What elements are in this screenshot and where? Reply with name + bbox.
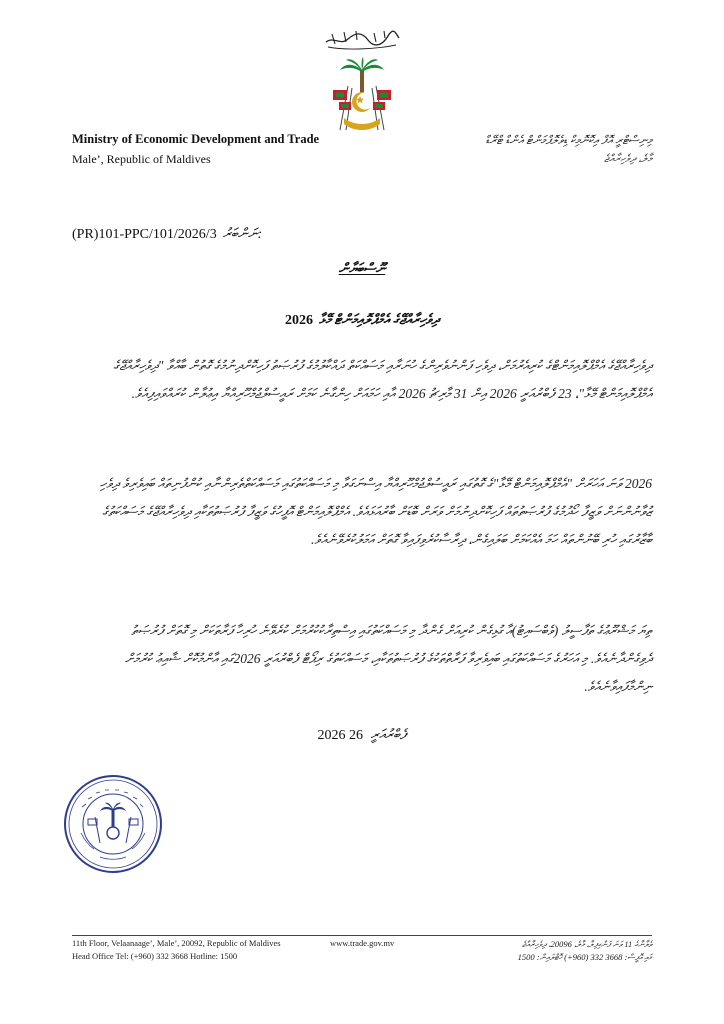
bismillah-calligraphy [322,26,402,52]
body-paragraph-2: 2026 ވަނަ އަހަރަށް "އެމްޕްލޮއިމަންޓް މޭޅާ"ގެ ގޮތުގައި ރައީސުލްޖުމްހޫރިއްޔާ އިސްނަގަވާ މި މަސައްކަތުގައި މަސައްކަތްތެރިންނާއި ކުންފުނިތައް ބައިވެރިވެ ދިވެހި ޒުވާނުންނަށް ވަޒީފާ ހޯދުމުގެ ފުރުޞަތުތައް ފަހިކޮށްދިނުމަށް ވަރަށް ބޮޑަށް ބާރުއަޅައެވެ. އެމްޕްލޮއިމަންޓް އޮފީހުގެ ވަޒީފާ ފުރުޞަތުތަކާއި ދިވެހިރާއްޖޭގެ މަސައްކަތުގެ ބާޒާރުގައި ހުރި ބޭނުންތައް ހަމަ އެއްކަމަށް ބަލައިގެން، ދިރާސާކުރެވިފައިވާ ގޮތަށް އަމަލުކުރެވޭނެއެވެ. [99,476,652,547]
footer-phone-dhivehi: މައި އޮފީސް: 3668 332 (960+) ހޮޓްލައިން: 1500 [517,952,652,962]
ministry-name-english: Ministry of Economic Development and Trade [72,132,320,146]
date-day: 26 [349,728,364,743]
reference-number-line [72,227,262,243]
reference-number: (PR)101-PPC/101/2026/3 [72,227,217,242]
body-paragraph-3: ތިޔަ މަޝްރޫޢުގެ ތަފާސީލު (ވެބްސައިޓު)އާ ގުޅިގެން ކުރިއަށް ގެންދާ މި މަސައްކަތުގައި އިސްތިރާކުކުރުމަށް ކުރެވޭނެ ހުރިހާ ފަރާތަކަށް މި ގޮތަށް ފުރުޞަތު ދެވިގެންދާނެއެވެ. މި އަހަރުގެ މަސައްކަތުގައި ބައިވެރިވާ ފަރާތްތަކުގެ ފުރުޞަތުތަކާއި، މަސައްކަތުގެ ރިޕޯޓް ފެބްރުއަރީ 2026ގައި އާންމުކޮށް ޝާއިޢު ކުރުމަށް ނިންމާފައިވާނެއެވެ. [124,623,652,694]
ministry-address-english: Male’, Republic of Maldives [72,152,211,166]
document-subject [0,313,724,329]
body-paragraph-1: ދިވެހިރާއްޖޭގެ އެމްޕްލޮއިމަންޓްގެ ކުރިއެރުމަށް، ދިވެހި ފަންނުވެރިންގެ ހުނަރާއި މަސައްކަތް ދައްކާލުމުގެ ފުރުޞަތު ފަހިކޮށްދިނުމުގެ ގޮތުން ބާއްވާ "ދިވެހިރާއްޖޭގެ އެމްޕްލޮއިމަންޓް މޭޅާ"، 23 ފެބްރުއަރީ 2026 އިން 31 މާރިޗު 2026 އާއި ހަމައަށް ހިންގާނެ ކަމަށް ރައީސުލްޖުމްހޫރިއްޔާ އިޢުލާން ކުރައްވައިފިއެވެ. [113,358,652,401]
footer-address-english: 11th Floor, Velaanaage’, Male’, 20092, Republic of Maldives [72,938,281,948]
footer-website-link[interactable]: www.trade.gov.mv [330,938,395,948]
footer-divider [72,935,652,936]
document-date [0,728,724,744]
footer-phone-english: Head Office Tel: (+960) 332 3668 Hotline: 1500 [72,951,238,961]
date-month: ފެބްރުއަރީ [370,728,407,743]
subject-year: 2026 [284,313,313,328]
ministry-name-dhivehi: މިނިސްޓްރީ އޮފް އިކޮނޮމިކް ޑިވެލޮޕްމަންޓް އެންޑް ޓްރޭޑް [485,133,652,147]
reference-label: ނަންބަރު: [222,227,263,242]
date-year: 2026 [317,728,346,743]
ministry-address-dhivehi: މާލެ، ދިވެހިރާއްޖެ [604,153,652,165]
footer-address-dhivehi: ވެލާނާގެ 11 ވަނަ ފަންގިފިލާ، މާލެ، 20096، ދިވެހިރާއްޖެ [521,939,652,949]
national-emblem-icon [330,56,394,136]
subject-text: ދިވެހިރާއްޖޭގެ އެމްޕްލޮއިމަންޓް މޭޅާ [318,313,440,328]
document-heading: ނޫސްބަޔާން [338,262,386,277]
official-seal-stamp-icon [62,773,164,875]
